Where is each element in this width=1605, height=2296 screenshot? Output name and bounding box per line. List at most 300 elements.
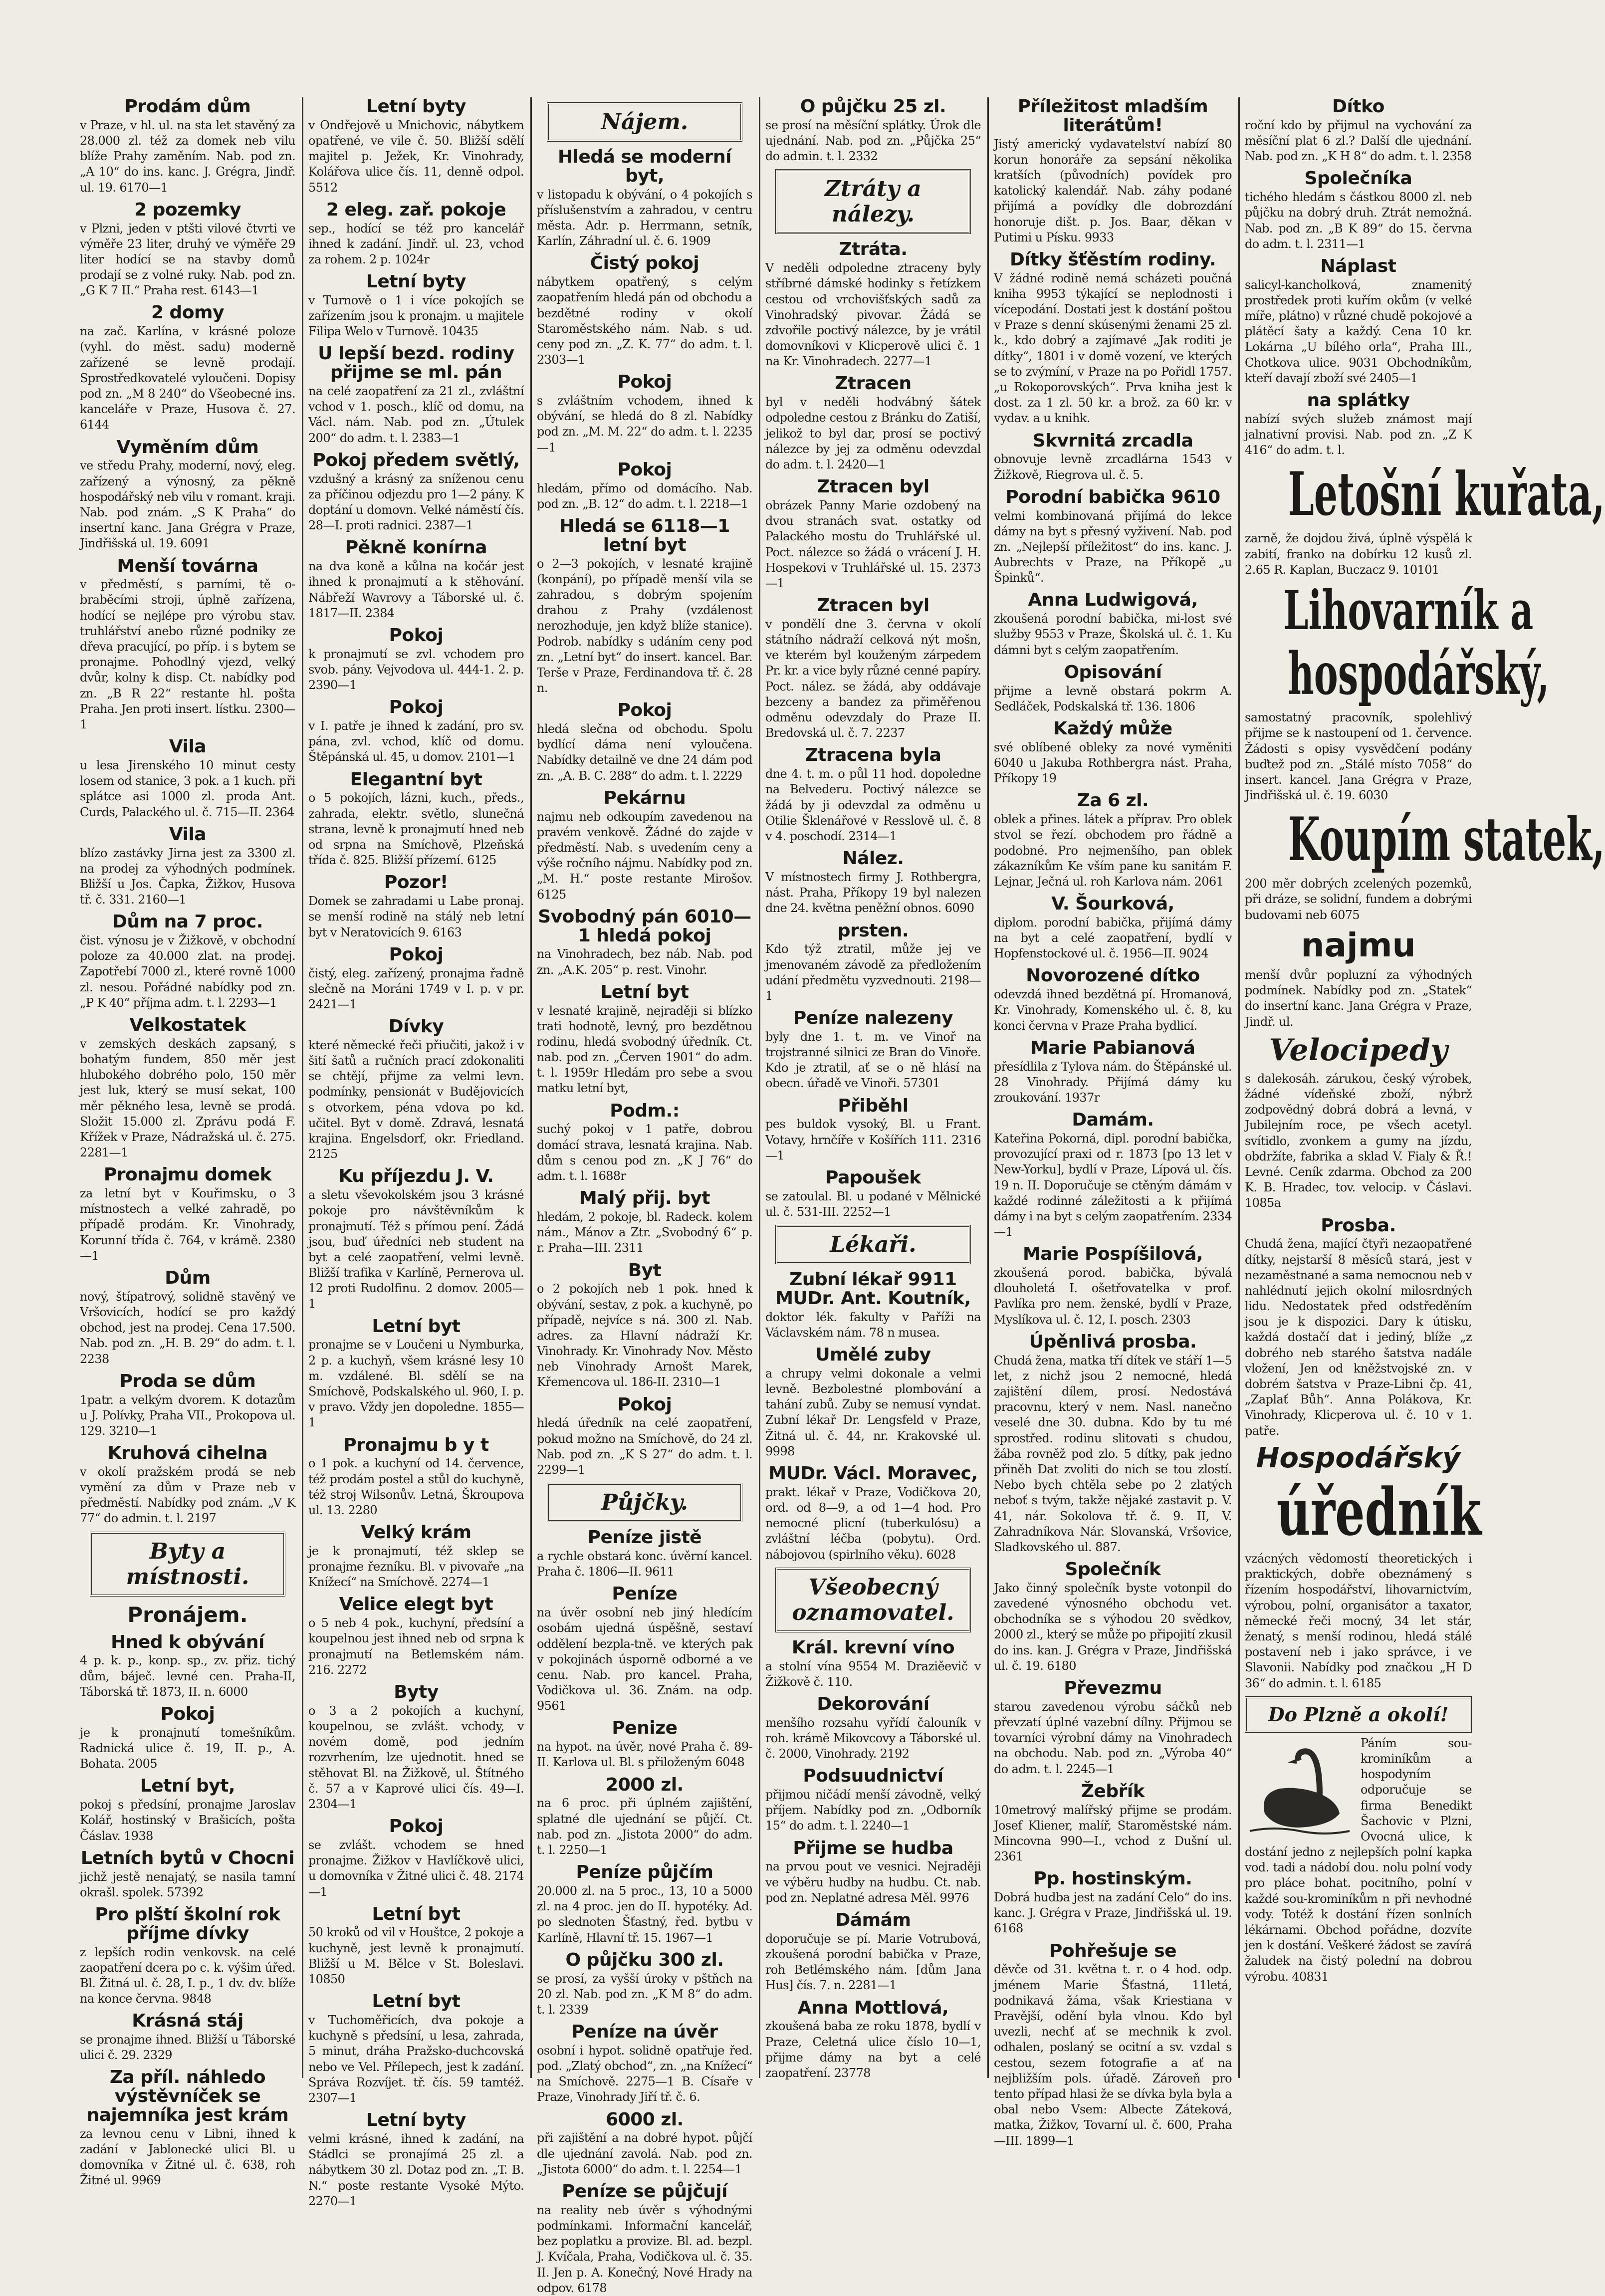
ad-heading: Král. krevní víno	[791, 1637, 955, 1658]
ad-text: prakt. lékař v Praze, Vodičkova 20, ord. od 8—9, a od 1—4 hod. Pro nemocné plicní (tuberkulósu) a zvláštní léčba (pobytu). Ord. nábojovou (spirlního věku). 6028	[765, 1485, 981, 1562]
ad-heading: Novorozené dítko	[1026, 965, 1200, 986]
ad-text: zkoušená porodní babička, mi-lost své služby 9553 v Praze, Školská ul. č. 1. Ku dámni byt s celým zaopatřením.	[994, 612, 1232, 657]
classified-ad	[1245, 391, 1472, 458]
ad-heading: Ztracen byl	[817, 476, 929, 497]
ad-text: které německé řeči přiučiti, jakož i v šití šatů a ručních prací zdokonaliti se chtějí, přijme za velmi levn. podmínky, pensionát v Budějovicích s otvorkem, péna vdova po kd. učitel. Byt v domě. Zdravá, lesnatá krajina. Engelsdorf, okr. Friedland. 2125	[308, 1038, 524, 1161]
classified-ad	[80, 1705, 295, 1772]
ad-heading: Pp. hostinským.	[1033, 1868, 1192, 1889]
ad-text: své oblíbené obleky za nové vyměniti 6040 u Jakuba Rothbergra nást. Praha, Příkopy 19	[994, 740, 1232, 786]
ad-heading: Byt	[628, 1260, 662, 1281]
ad-text: suchý pokoj v 1 patře, dobrou domácí strava, lesnatá krajina. Nab. dům s cenou pod zn. „K J 76“ do adm. t. l. 1688r	[537, 1122, 752, 1183]
classified-ad	[994, 1679, 1232, 1777]
ad-text: Kateřina Pokorná, dipl. porodní babička, provozující praxi od r. 1873 [po 13 let v New-Yorku], bydlí v Praze, Lípová ul. čís. 19 n. II. Doporučuje se ctěným dámám v každé rodinné záležitosti a k přijímá dámy i na byt s celým zaopatřením. 2334—1	[994, 1131, 1232, 1239]
column-5	[987, 96, 1237, 2148]
classified-ad	[994, 432, 1232, 483]
ad-text: v Turnově o 1 i více pokojích se zařízením jsou k pronajm. u majitele Filipa Welo v Turnově. 10435	[308, 293, 524, 339]
ad-heading: Pronajmu domek	[103, 1164, 272, 1185]
ad-heading: Anna Mottlová,	[797, 1997, 949, 2018]
ad-heading: Hned k obývání	[111, 1631, 264, 1652]
classified-ad	[994, 488, 1232, 586]
ad-text: diplom. porodní babička, přijímá dámy na byt a celé zaopatření, bydlí v Hopfenstockové ul. č. 1956—II. 9024	[994, 915, 1232, 961]
classified-ad	[994, 791, 1232, 890]
ad-heading: Pokoj předem světlý,	[312, 450, 520, 470]
classified-ad	[994, 1333, 1232, 1555]
classified-ad	[994, 1560, 1232, 1674]
ad-text: o 2—3 pokojích, v lesnaté krajině (konpání), po případě menší vila se zahradou, s dobrým spojením drahou z Prahy (vzdálenost nerozhoduje, jen když blíže stanice). Podrob. nabídky s udáním ceny pod zn. „Letní byt“ do insert. kancel. Bar. Terše v Praze, Ferdinandova tř. č. 28 n.	[537, 556, 752, 695]
ad-text: V neděli odpoledne ztraceny byly stříbrné dámské hodinky s řetízkem cestou od vrchovišťských sadů za Vinohradský pivovar. Žádá se zdvořile poctivý nálezce, by je vrátil domovníkovi v Klicperově ulici č. 1 na Kr. Vinohradech. 2277—1	[765, 261, 981, 369]
ad-heading: Za příl. náhledo výstěvníček se najemníka jest krám	[86, 2067, 289, 2126]
column-4	[759, 97, 986, 2078]
ad-text: v Plzni, jeden v ptšti vilové čtvrti ve výměře 23 liter, druhý ve výměře 29 liter hodící se na stavby domů prodají se z volné ruky. Nab. pod zn. „G K 7 II.“ Praha rest. 6143—1	[80, 221, 295, 298]
ad-heading: Ztracen	[835, 373, 912, 394]
classified-ad	[1245, 97, 1472, 164]
classified-ad	[80, 303, 295, 433]
ad-text: se zvlášt. vchodem se hned pronajme. Žižkov v Havlíčkově ulici, u domovníka v Žitné ulici č. 48. 2174—1	[308, 1837, 524, 1899]
ad-heading: Peníze	[612, 1584, 678, 1605]
ad-text: blízo zastávky Jirna jest za 3300 zl. na prodej za výhodných podmínek. Bližší u Jos. Čapka, Žižkov, Husova tř. č. 331. 2160—1	[80, 846, 295, 907]
ad-text: obrázek Panny Marie ozdobený na dvou stranách svat. ostatky od Palackého mostu do Truhlářské ul. Poct. nálezce so žádá o vrácení J. H. Hospekovi v Truhlářské ul. 15. 2373—1	[765, 498, 981, 590]
classified-ad	[765, 1464, 981, 1563]
classified-ad	[308, 201, 524, 267]
classified-ad	[537, 460, 752, 512]
ad-heading: Ztracen byl	[817, 595, 929, 616]
ad-text: na Vinohradech, bez náb. Nab. pod zn. „A.K. 205“ p. rest. Vinohr.	[537, 947, 752, 977]
ad-text: čistý, eleg. zařízený, pronajma řadně slečně na Moráni 1749 v I. p. v pr. 2421—1	[308, 966, 524, 1011]
ad-heading: Peníze půjčím	[576, 1862, 713, 1883]
ad-text: oblek a přines. látek a příprav. Pro oblek stvol se řezí. obchodem pro řádně a podobné. Pro nejmenšího, pan oblek zákazníkům Ke vším pane ku sanitám F. Lejnar, Ječná ul. roh Karlova nám. 2061	[994, 812, 1232, 889]
ad-text: o 5 neb 4 pok., kuchyní, předsíní a koupelnou jest ihned neb od srpna k pronajmutí na Betlemském nám. 216. 2272	[308, 1616, 524, 1677]
classified-ad	[80, 1777, 295, 1843]
classified-ad	[1245, 1216, 1472, 1439]
ad-text: a chrupy velmi dokonale a velmi levně. Bezbolestné plombování a tahání zubů. Zuby se nemusí vyndat. Zubní lékař Dr. Lengsfeld v Praze, Žitná ul. č. 44, nr. Krakovské ul. 9998	[765, 1366, 981, 1458]
ad-text: děvče od 31. května t. r. o 4 hod. odp. jménem Marie Šťastná, 11letá, podnikavá žáma, však Kriestiana v Pravější, odění byla vlnou. Kdo byl uvezli, nechť ať se mechnik k zvol. odhalen, poslaný se ocitní a sv. vzdal s cestou, sezem fotografie a ať na nejbližším pols. úřadě. Zároveň pro tento případ hlasi že se dívka byla byla a obal nebo Vsem: Albecte Záteková, matka, Žižkov, Tovarní ul. č. 600, Praha—III. 1899—1	[994, 1962, 1232, 2148]
ad-text: je k pronajnutí tomešníkům. Radnická ulice č. 19, II. p., A. Bohata. 2005	[80, 1725, 295, 1771]
classified-ad	[537, 1395, 752, 1478]
ad-text: velmi krásné, ihned k zadání, na Stádlci se pronajímá 25 zl. a nábytkem 30 zl. Dotaz pod zn. „T. B. N.“ poste restante Vysoké Mýto. 2270—1	[308, 2131, 524, 2208]
classified-ad	[80, 825, 295, 908]
ad-text: a stolní vína 9554 M. Draziěevič v Žižkově č. 110.	[765, 1659, 981, 1689]
display-ad-kurata: Letošní kuřata,	[1288, 459, 1605, 530]
ad-heading: Dítky šťěstím rodiny.	[1009, 249, 1216, 270]
ad-text: zkoušená porod. babička, bývalá dlouholetá I. ošetřovatelka v prof. Pavlíka pro nem. ženské, bydlí v Praze, Myslíkova ul. č. 12, I. posch. 2303	[994, 1266, 1232, 1327]
classified-ad-swan	[1245, 1736, 1472, 1985]
ad-heading: Pokoj	[389, 697, 444, 718]
ad-text: starou zavedenou výrobu sáčků neb převzatí úplné vazební dílny. Přijmou se tovarníci výrobní dámy na Vinohradech na obchodu. Nab. pod zn. „Výroba 40“ do adm. t. l. 2245—1	[994, 1699, 1232, 1776]
ad-text: s dalekosáh. zárukou, český výrobek, žádné vídeňské zboží, nýbrž zodpovědný dobrá dobrá a levná, v Jubilejním roce, pe všech acetyl. svítidlo, zvonkem a gumy na jízdu, obdržíte, fabrika a sklad V. Fialy & Ř.! Levné. Ceník zdarma. Obchod za 200 K. B. Hradec, tov. velocip. v Čáslavi. 1085a	[1245, 1071, 1472, 1210]
classified-ad	[537, 1951, 752, 2018]
ad-heading: Velký krám	[361, 1522, 471, 1543]
display-ad-koupim-statek: Koupím statek,	[1288, 804, 1605, 875]
ad-text: se prosí na měsíční splátky. Úrok dle ujednání. Nab. pod zn. „Půjčka 25“ do admin. t. l. 2332	[765, 118, 981, 164]
ad-heading: Umělé zuby	[815, 1345, 931, 1366]
ad-heading: Pekárnu	[603, 787, 686, 808]
ad-heading: Pokoj	[389, 944, 444, 965]
ad-text: velmi kombinovaná přijímá do lekce dámy na byt s přesný vyživení. Nab. pod zn. „Nejlepší příležitost“ do ins. kanc. J. Aubrechts v Praze, na Příkopě „u Špinků“.	[994, 508, 1232, 585]
classified-ad	[537, 983, 752, 1097]
ad-text: při zajištění a na dobré hypot. půjčí dle ujednání zavolá. Nab. pod zn. „Jistota 6000“ do adm. t. l. 2254—1	[537, 2131, 752, 2176]
ad-text: s zvláštním vchodem, ihned k obývání, se hledá do 8 zl. Nabídky pod zn. „M. M. 22“ do adm. t. l. 2235—1	[537, 394, 752, 455]
ad-heading: Ztráta.	[839, 239, 908, 260]
ad-text: v zemských deskách zapsaný, s bohatým fundem, 850 měr jest hlubokého dobrého polo, 150 měr jest luk, který se musí sekat, 100 měr pěkného lesa, levně se prodá. Složit 15.000 zl. Zprávu podá F. Křížek v Praze, Nádražská ul. č. 275. 2281—1	[80, 1036, 295, 1160]
ad-text: na hypot. na úvěr, nové Praha č. 89-II. Karlova ul. Bl. s přiloženým 6048	[537, 1740, 752, 1770]
ad-heading: Letních bytů v Chocni	[80, 1847, 295, 1868]
ad-heading: V. Šourková,	[1051, 894, 1174, 915]
ad-heading: Anna Ludwigová,	[1028, 590, 1198, 611]
ad-heading: Podsuudnictví	[803, 1766, 943, 1787]
classified-ad	[80, 97, 295, 196]
classified-list	[308, 97, 524, 2209]
classified-ad	[537, 148, 752, 249]
ad-heading: U lepší bezd. rodiny přijme se ml. pán	[318, 343, 514, 383]
classified-ad	[308, 1683, 524, 1812]
classified-ad	[80, 1372, 295, 1439]
classified-ad	[1245, 710, 1472, 803]
ad-text: přijmou ničádí menší závodně, velký příjem. Nabídky pod zn. „Odborník 15“ do adm. t. l. 2240—1	[765, 1788, 981, 1833]
newspaper-page	[75, 96, 1605, 2295]
classified-ad	[994, 719, 1232, 786]
ad-heading: Letní byt	[372, 1991, 460, 2012]
classified-ad	[308, 626, 524, 693]
ad-text: a sletu vševokolském jsou 3 krásné pokoje pro návštěvníkům k pronajmutí. Též s přímou pení. Žádá jsou, buď úředníci neb student na byt a celé zaopatření, velmi levně. Bližší trafika v Karlíně, Pernerova ul. 12 proti Rudolfinu. 2 domov. 2005—1	[308, 1188, 524, 1311]
classified-ad	[308, 1523, 524, 1590]
ad-heading: Kruhová cihelna	[107, 1443, 268, 1464]
classified-ad	[80, 438, 295, 552]
ad-text: o 5 pokojích, lázni, kuch., předs., zahrada, elektr. světlo, slunečná strana, levně k pronajmutí hned neb od srpna na Smíchově, Plzeňská třída č. 825. Bližší přízemí. 6125	[308, 791, 524, 868]
classified-ad	[537, 2023, 752, 2105]
classified-ad	[1245, 531, 1472, 578]
ad-heading: Pro plští školní rok příjme dívky	[95, 1904, 280, 1944]
ad-text: Dobrá hudba jest na zadání Celo“ do ins. kanc. J. Grégra v Praze, Jindřišská ul. 19. 6168	[994, 1890, 1232, 1936]
classified-ad	[308, 344, 524, 446]
classified-ad	[537, 1261, 752, 1390]
ad-heading: Pokoj	[389, 625, 444, 646]
ad-text: v okolí pražském prodá se neb vymění za dům v Praze neb v předměstí. Nabídky pod znám. „V K 77“ do admin. t. l. 2197	[80, 1464, 295, 1526]
display-ad-hospodarsky-2: Hospodářský	[1256, 1441, 1461, 1474]
ad-text: z lepších rodin venkovsk. na celé zaopatření dcera po c. k. výšim úřed. Bl. Žitná ul. č. 28, I. p., 1 dv. dv. blíže na konce června. 9848	[80, 1945, 295, 2006]
ad-heading: Čistý pokoj	[590, 253, 699, 274]
ad-text: v lesnaté krajině, nejraději si blízko trati hodnotě, levný, pro bezdětnou rodinu, hledá svobodný úředník. Ct. nab. pod zn. „Červen 1901“ do adm. t. l. 1959r Hledám pro sebe a svou matku letní byt,	[537, 1003, 752, 1096]
ad-heading: Hledá se moderní byt,	[557, 147, 731, 186]
classified-list	[537, 1528, 752, 2296]
ad-text: hledá úředník na celé zaopatření, pokud možno na Smíchově, do 24 zl. Nab. pod zn. „K S 27“ do adm. t. l. 2299—1	[537, 1416, 752, 1477]
display-ad-hospodarsky: hospodářský,	[1288, 640, 1550, 708]
ad-text: hledám, přímo od domácího. Nab. pod zn. „B. 12“ do adm. t. l. 2218—1	[537, 481, 752, 511]
classified-ad	[308, 1817, 524, 1900]
classified-ad	[765, 1767, 981, 1834]
classified-ad	[80, 1905, 295, 2007]
ad-heading: Proda se dům	[119, 1371, 256, 1391]
ad-text: v listopadu k obývání, o 4 pokojích s příslušenstvím a zahradou, v centru města. Adr. p. Herrmann, setník, Karlín, Záhradní ul. č. 6. 1909	[537, 187, 752, 248]
display-ad-lihovarnik: Lihovarník a	[1283, 579, 1534, 642]
classified-ad	[80, 2068, 295, 2188]
ad-text: 4 p. k. p., konp. sp., zv. přiz. tichý dům, báječ. levné cen. Praha-II, Táborská tř. 1873, II. n. 6000	[80, 1653, 295, 1699]
classified-ad	[994, 250, 1232, 427]
ad-text: osobní i hypot. solidně opatřuje řed. pod. „Zlatý obchod“, zn. „na Knížecí“ na Smíchově. 2275—1 B. Císaře v Praze, Vinohrady Jiří tř. č. 6.	[537, 2043, 752, 2104]
ad-text: tichého hledám s částkou 8000 zl. neb půjčku na dobrý druh. Ztrát nemožná. Nab. pod zn. „B K 89“ do 15. června do adm. t. l. 2311—1	[1245, 190, 1472, 251]
ad-heading: Společníka	[1304, 168, 1412, 189]
classified-list	[994, 97, 1232, 2149]
section-box-najem: Nájem.	[547, 102, 742, 142]
ad-text: se zatoulal. Bl. u podané v Mělnické ul. č. 531-III. 2252—1	[765, 1189, 981, 1219]
classified-ad	[994, 1942, 1232, 2149]
ad-heading: Nález.	[842, 848, 904, 869]
ad-text: V žádné rodině nemá scházeti poučná kniha 9953 týkající se neplodnosti i vícepodání. Dostati jest k dostání poštou v Praze s denní skúsenými ženami 25 zl. k., kdo dobrý a zajímavé „Jak roditi je dítky“, 1801 i v domě vození, ve kterých se to zvýmíní, v Praze na po Pořidl 1757. „u Rokoporovských“. Prva kniha jest k dost. za 1 zl. 50 kr. a brož. za 60 kr. v vydav. a u knihk.	[994, 271, 1232, 426]
ad-text: nábytkem opatřený, s celým zaopatřením hledá pán od obchodu a bezdětné rodiny v okolí Staroměstského nám. Nab. s ud. ceny pod zn. „Z. K. 77“ do adm. t. l. 2303—1	[537, 275, 752, 367]
ad-text: pokoj s předsíní, pronajme Jaroslav Kolář, hostinský v Brašicích, pošta Čáslav. 1938	[80, 1798, 295, 1843]
ad-text: menší dvůr popluzní za výhodných podmínek. Nabídky pod zn. „Statek“ do insertní kanc. Jana Grégra v Praze, Jindř. ul.	[1245, 968, 1472, 1029]
classified-ad	[1245, 876, 1472, 923]
classified-ad	[308, 1017, 524, 1162]
classified-ad	[537, 1776, 752, 1858]
ad-heading: Dámám	[835, 1910, 911, 1931]
ad-text: hledám, 2 pokoje, bl. Radeck. kolem nám., Mánov a Ztr. „Svobodný 6“ p. r. Praha—III. 2311	[537, 1209, 752, 1255]
ad-text: zarně, že dojdou živá, úplně výspělá k zabití, franko na dobírku 12 kusů zl. 2.65 R. Kaplan, Buczacz 9. 10101	[1245, 531, 1472, 577]
ad-heading: Damám.	[1072, 1110, 1154, 1131]
ad-text: pes buldok vysoký, Bl. u Frant. Votavy, hrnčíře v Košířích 111. 2316—1	[765, 1117, 981, 1162]
classified-ad	[537, 908, 752, 978]
ad-text: za levnou cenu v Libni, ihned k zadání v Jablonecké ulici Bl. u domovníka v Žitné ul. č. 638, roh Žitné ul. 9969	[80, 2126, 295, 2188]
ad-heading: Pozor!	[384, 872, 448, 893]
classified-ad	[765, 1009, 981, 1092]
classified-ad	[308, 698, 524, 765]
ad-text: v Ondřejově u Mnichovic, nábytkem opatřené, ve vile č. 50. Bližší sdělí majitel p. Ježek, Kr. Vinohrady, Kolářova ulice čís. 11, denně odpol. 5512	[308, 118, 524, 195]
ad-text: v Tuchoměřicích, dva pokoje a kuchyně s předsíní, u lesa, zahrada, 5 minut, dráha Pražsko-duchcovská nebo ve Vel. Přílepech, jest k zadání. Správa Rozvíjet. tř. čís. 59 tamtéž. 2307—1	[308, 2013, 524, 2105]
ad-heading: Dům na 7 proc.	[112, 912, 263, 932]
ad-heading: Malý přij. byt	[579, 1188, 710, 1209]
ad-text: 50 kroků od vil v Houštce, 2 pokoje a kuchyně, jest levně k pronajmutí. Bližší u M. Bělce v St. Boleslavi. 10850	[308, 1925, 524, 1987]
ad-heading: Peníze se půjčují	[562, 2181, 727, 2202]
classified-ad	[994, 1869, 1232, 1936]
section-box-pujcky: Půjčky.	[547, 1483, 742, 1522]
classified-ad	[308, 1436, 524, 1519]
ad-text: a rychle obstará konc. úvěrní kancel. Praha č. 1806—II. 9611	[537, 1549, 752, 1579]
ad-heading: Podm.:	[610, 1100, 680, 1121]
classified-ad	[80, 1269, 295, 1367]
classified-ad	[765, 1168, 981, 1220]
ad-text: 200 měr dobrých zcelených pozemků, při dráze, se solidní, fundem a dobrými budovami neb 6075	[1245, 877, 1472, 922]
ad-heading: Opisování	[1064, 662, 1162, 683]
ad-text: Jistý americký vydavatelství nabízí 80 korun honoráře za sepsání několika kratších (původních) povídek pro katolický kalendář. Nab. záhy podané přijímá a povídky dle dobrozdání honoruje dišt. p. Jos. Baar, děkan v Putimi u Písku. 9933	[994, 137, 1232, 244]
ad-text: Chudá žena, matka tří dítek ve stáří 1—5 let, z nichž jsou 2 nemocné, hledá zajištění dílem, prosí. Nedostává pracovnu, který v nem. Nasl. nanečno veselé dne 30. dubna. Kdo by tu mé sprostřed. rodinu slitovati s chudou, žába rovněž pod zlo. 5 dítky, pak jedno přiněh Dat zvoliti do nich se tou zlostí. Nebo bych chtěla sebe po 2 zlatých neboť s tvým, takže nějaké zastavit p. V. 41, nár. Sokolova tř. č. 9. II, V. Zahradníkova Nár. Slovanská, Vršovice, Sladkovského ul. 887.	[994, 1353, 1232, 1554]
ad-heading: Příležitost mladším literátům!	[1017, 96, 1208, 136]
classified-list	[765, 97, 981, 164]
classified-ad	[994, 97, 1232, 245]
ad-text: na zač. Karlína, v krásné poloze (vyhl. do měst. sadu) moderně zařízené se levně prodají. Sprostředkovatelé vyloučeni. Dopisy pod zn. „M 8 240“ do Všeobecné ins. kanceláře v Praze, Husova č. 27. 6144	[80, 324, 295, 432]
ad-text: je k pronajmutí, též sklep se pronajme řezníku. Bl. v pivovaře „na Knížecí“ na Smíchově. 2274—1	[308, 1544, 524, 1590]
ad-heading: Pokoj	[617, 459, 672, 480]
classified-ad	[537, 2182, 752, 2296]
ad-heading: Vila	[169, 824, 207, 845]
ad-heading: Pohřešuje se	[1049, 1940, 1177, 1961]
ad-heading: Prodám dům	[124, 96, 251, 117]
classified-ad	[308, 451, 524, 534]
ad-text: byl v neděli hodvábný šátek odpoledne cestou z Bránku do Zatiší, jelikož to byl dar, prosí se poctivý nálezce by jej za odměnu odevzdal do adm. t. l. 2420—1	[765, 395, 981, 472]
ad-heading: Krásná stáj	[132, 2011, 243, 2032]
classified-ad	[1245, 169, 1472, 252]
ad-text: zkoušená baba ze roku 1878, bydlí v Praze, Celetná ulice číslo 10—1, přijme dámy na byt a celé zaopatření. 23778	[765, 2019, 981, 2080]
ad-heading: Ztracena byla	[805, 745, 941, 766]
ad-text: na prvou pout ve vesnici. Nejraději ve výběru hudby na hudbu. Ct. nab. pod zn. Neplatné adresa Měl. 9976	[765, 1859, 981, 1905]
classified-ad	[765, 746, 981, 844]
ad-heading: Každý může	[1053, 718, 1172, 739]
ad-text: u lesa Jirenského 10 minut cesty losem od stanice, 3 pok. a 1 kuch. při splátce asi 1000 zl. proda Ant. Curds, Palackého ul. č. 715—II. 2364	[80, 758, 295, 819]
ad-heading: Pokoj	[617, 700, 672, 721]
ad-heading: O půjčku 25 zl.	[800, 96, 946, 117]
ad-heading: 2 domy	[151, 302, 225, 323]
classified-ad	[994, 1111, 1232, 1240]
ad-text: Kdo týž ztratil, může jej ve jmenovaném závodě za předložením udání předmětu vyzvednouti. 2198—1	[765, 942, 981, 1003]
ad-heading: Letní byt	[372, 1903, 460, 1924]
classified-ad	[308, 873, 524, 940]
ad-heading: Vila	[169, 736, 207, 757]
section-box-oznamovatel: Všeobecný oznamovatel.	[775, 1568, 971, 1632]
ad-heading: Letní byty	[366, 96, 466, 117]
ad-heading: Žebřík	[1081, 1781, 1145, 1802]
ad-text: roční kdo by přijmul na vychování za měsíční plat 6 zl.? Další dle ujednání. Nab. pod zn. „K H 8“ do adm. t. l. 2358	[1245, 118, 1472, 164]
ad-text: pronajme se v Loučeni u Nymburka, 2 p. a kuchyň, všem krásné lesy 10 m. vzdálené. Bl. sdělí se na Smíchově, Podskalského ul. 960, I. p. v pravo. Vždy jen dopoledne. 1855—1	[308, 1338, 524, 1430]
ad-heading: Dítko	[1332, 96, 1384, 117]
ad-text: dne 4. t. m. o půl 11 hod. dopoledne na Belvederu. Poctivý nálezce se žádá by ji odevzdal za odměnu u Otilie Šklenářové v Resslově ul. č. 8 v 4. poschodí. 2314—1	[765, 767, 981, 843]
classified-list	[80, 1633, 295, 2189]
ad-text: Jako činný společník byste votonpil do zavedené výnosného obchodu vet. obchodníka se s výhodou 20 svědkov, 2000 zl., který se může po připojití zkusil do ins. kan. J. Grégra v Praze, Jindřišská ul. č. 19. 6180	[994, 1581, 1232, 1673]
classified-ad	[537, 701, 752, 784]
classified-ad	[537, 1528, 752, 1580]
ad-heading: Pokoj	[160, 1704, 215, 1725]
classified-ad	[308, 1167, 524, 1312]
ad-text: na reality neb úvěr s výhodnými podmínkami. Informační kancelář, bez poplatku a provize. Bl. ad. bezpl. J. Kvíčala, Praha, Vodičkova ul. č. 35. II. Jen p. A. Konečný, Nové Hrady na odpov. 6178	[537, 2203, 752, 2295]
ad-text: na úvěr osobní neb jiný hledícím osobám ujedná úspěšně, sestaví oddělení bezpla-tně. ve kterých pak v pokojinách úsporně odborné a ve cenu. Nab. pro kancel. Praha, Vodičkova ul. 36. Znám. na odp. 9561	[537, 1606, 752, 1713]
ad-heading: Převezmu	[1064, 1678, 1162, 1698]
ad-text: na celé zaopatření za 21 zl., zvláštní vchod v 1. posch., klíč od domu, na Václ. nám. Nab. pod zn. „Útulek 200“ do adm. t. l. 2383—1	[308, 384, 524, 445]
classified-list	[537, 148, 752, 1478]
ad-heading: Hledá se 6118—1 letní byt	[559, 515, 730, 555]
section-box-byty: Byty a místnosti.	[90, 1532, 285, 1597]
ad-heading: Úpěnlivá prosba.	[1029, 1331, 1197, 1352]
classified-ad	[80, 201, 295, 299]
ad-text: jichž jestě nenajatý, se nasila tamní okrašl. spolek. 57392	[80, 1869, 295, 1899]
ad-text: vzdušný a krásný za sníženou cenu za příčinou odjezdu pro 1—2 pány. K doptání u domovn. Velké náměstí čís. 28—I. proti radnici. 2387—1	[308, 471, 524, 533]
classified-ad	[308, 1317, 524, 1431]
classified-ad	[80, 1444, 295, 1527]
classified-ad	[765, 1999, 981, 2081]
column-2	[302, 96, 529, 2208]
classified-ad	[80, 1849, 295, 1900]
ad-text: o 1 pok. a kuchyní od 14. července, též prodám postel a stůl do kuchyně, též stroj Wilsonův. Letná, Škroupova ul. 13. 2280	[308, 1456, 524, 1517]
ad-heading: 2 eleg. zař. pokoje	[326, 199, 506, 220]
classified-ad	[765, 1346, 981, 1459]
ad-heading: Dům	[165, 1268, 211, 1289]
ad-heading: Dekorování	[817, 1693, 929, 1714]
classified-ad	[308, 2111, 524, 2209]
column-6	[1238, 96, 1605, 2078]
classified-ad	[537, 1189, 752, 1256]
ad-heading: na splátky	[1307, 390, 1410, 411]
section-box-plzen: Do Plzně a okolí!	[1245, 1696, 1472, 1733]
classified-ad	[765, 1695, 981, 1762]
ad-heading: Marie Pospíšilová,	[1022, 1244, 1203, 1265]
ad-heading: Pokoj	[617, 372, 672, 393]
classified-ad	[308, 97, 524, 196]
classified-ad	[765, 849, 981, 916]
ad-text: 20.000 zl. na 5 proc., 13, 10 a 5000 zl. na 4 proc. jen do II. hypotéky. Ad. po slednoten Šťastný, řed. bytbu v Karlíně, Hlavní tř. 15. 1967—1	[537, 1883, 752, 1945]
ad-heading: Porodní babička 9610	[1005, 486, 1220, 507]
classified-ad	[537, 517, 752, 696]
ad-heading: Svobodný pán 6010—1 hledá pokoj	[538, 906, 751, 946]
classified-ad	[765, 596, 981, 741]
classified-ad	[1245, 967, 1472, 1030]
ad-heading: Náplast	[1320, 255, 1396, 276]
ad-text: V místnostech firmy J. Rothbergra, nást. Praha, Příkopy 19 byl nalezen dne 24. května peněžní obnos. 6090	[765, 870, 981, 916]
classified-ad	[537, 2110, 752, 2177]
classified-list	[1245, 1216, 1472, 1439]
classified-ad	[80, 557, 295, 733]
ad-heading: Peníze na úvěr	[571, 2022, 718, 2043]
classified-list	[765, 1638, 981, 2081]
classified-ad	[537, 789, 752, 903]
classified-ad	[1245, 257, 1472, 386]
display-ad-urednik: úředník	[1276, 1473, 1482, 1550]
classified-ad	[994, 591, 1232, 658]
classified-list	[765, 1270, 981, 1563]
classified-ad	[308, 770, 524, 869]
ad-heading: Za 6 zl.	[1077, 790, 1149, 811]
ad-heading: prsten.	[837, 920, 909, 941]
ad-heading: Letní byt,	[140, 1776, 235, 1797]
ad-text: se pronajme ihned. Bližší u Táborské ulici č. 29. 2329	[80, 2033, 295, 2063]
classified-ad	[765, 374, 981, 472]
classified-ad	[994, 966, 1232, 1033]
classified-list	[1245, 97, 1472, 458]
classified-ad	[765, 1097, 981, 1163]
classified-ad	[765, 240, 981, 369]
ad-text: se prosí, za vyšší úroky v pštňch na 20 zl. Nab. pod zn. „K M 8“ do adm. t. l. 2339	[537, 1971, 752, 2017]
ad-heading: Přiběhl	[838, 1095, 909, 1116]
ad-text: najmu neb odkoupím zavedenou na pravém venkově. Žádné do zajde v předměstí. Nab. s uvedením ceny a výše ročního nájmu. Nabídky pod zn. „M. H.“ poste restante Mirošov. 6125	[537, 809, 752, 902]
classified-ad	[80, 913, 295, 1011]
ad-heading: 2000 zl.	[606, 1774, 684, 1795]
ad-text: v pondělí dne 3. června v okolí státního nádraží celková nýt mošn, ve kterém byl kouženým zárpedem Pr. kr. a vice byly různé cenné papíry. Poct. nález. se žádá, aby oddávaje bezceny a bandez za přiměřenou odměnu odevzdaly do Praze II. Bredovská ul. č. 7. 2237	[765, 617, 981, 740]
classified-ad	[1245, 1551, 1472, 1691]
classified-ad	[994, 895, 1232, 961]
ad-heading: Byty	[394, 1682, 439, 1703]
classified-ad	[537, 1585, 752, 1714]
classified-ad	[80, 1165, 295, 1264]
ad-text: salicyl-kancholková, znamenitý prostředek proti kuřím okům (v velké míře, plátno) v různé chudě pokojové a plátěcí šaty a každý. Cena 10 kr. Lokárna „U bílého orla“, Praha III., Chotkova ulice. 9031 Obchodníkům, kteří davají zboží své 2405—1	[1245, 277, 1472, 385]
ad-heading: Pěkně konírna	[345, 537, 487, 558]
classified-ad	[765, 1839, 981, 1906]
ad-text: přesídlila z Tylova nám. do Štěpánské ul. 28 Vinohrady. Přijímá dámy ku zroukování. 1937r	[994, 1059, 1232, 1105]
ad-heading: Pokoj	[389, 1816, 444, 1837]
ad-text: byly dne 1. t. m. ve Vinoř na trojstranné silnici ze Bran do Vinoře. Kdo je ztratil, ať se o ně hlásí na obecn. úřadě ve Vinoři. 57301	[765, 1029, 981, 1091]
classified-ad	[1245, 1071, 1472, 1211]
ad-heading: Letní byt	[372, 1316, 460, 1337]
classified-ad	[308, 945, 524, 1012]
ad-heading: Papoušek	[825, 1167, 921, 1188]
classified-ad	[994, 1039, 1232, 1106]
classified-ad	[308, 1992, 524, 2106]
ad-text: hledá slečna od obchodu. Spolu bydlící dáma není vyloučena. Nabídky detailně ve dne 24 dám pod zn. „A. B. C. 288“ do adm. t. l. 2229	[537, 722, 752, 783]
classified-ad	[537, 1102, 752, 1184]
ad-heading: 2 pozemky	[134, 199, 241, 220]
ad-text: sep., hodící se též pro kancelář ihned k zadání. Jindř. ul. 23, vchod za rohem. 2 p. 1024r	[308, 221, 524, 266]
classified-ad	[80, 1016, 295, 1160]
ad-heading: Velkostatek	[129, 1015, 246, 1035]
ad-text: na dva koně a kůlna na kočár jest ihned k pronajmutí a k stěhování. Nábřeží Wavrovy a Táborské ul. č. 1817—II. 2384	[308, 559, 524, 620]
ad-text: v I. patře je ihned k zadání, pro sv. pána, zvl. vchod, klíč od domu. Štěpánská ul. 45, u domov. 2101—1	[308, 719, 524, 764]
ad-heading: Marie Pabianová	[1030, 1037, 1195, 1058]
ad-heading: Letní byty	[366, 271, 466, 292]
ad-text: Domek se zahradami u Labe pronaj. se menší rodině na stálý neb letní byt v Neratovicích 9. 6163	[308, 894, 524, 939]
